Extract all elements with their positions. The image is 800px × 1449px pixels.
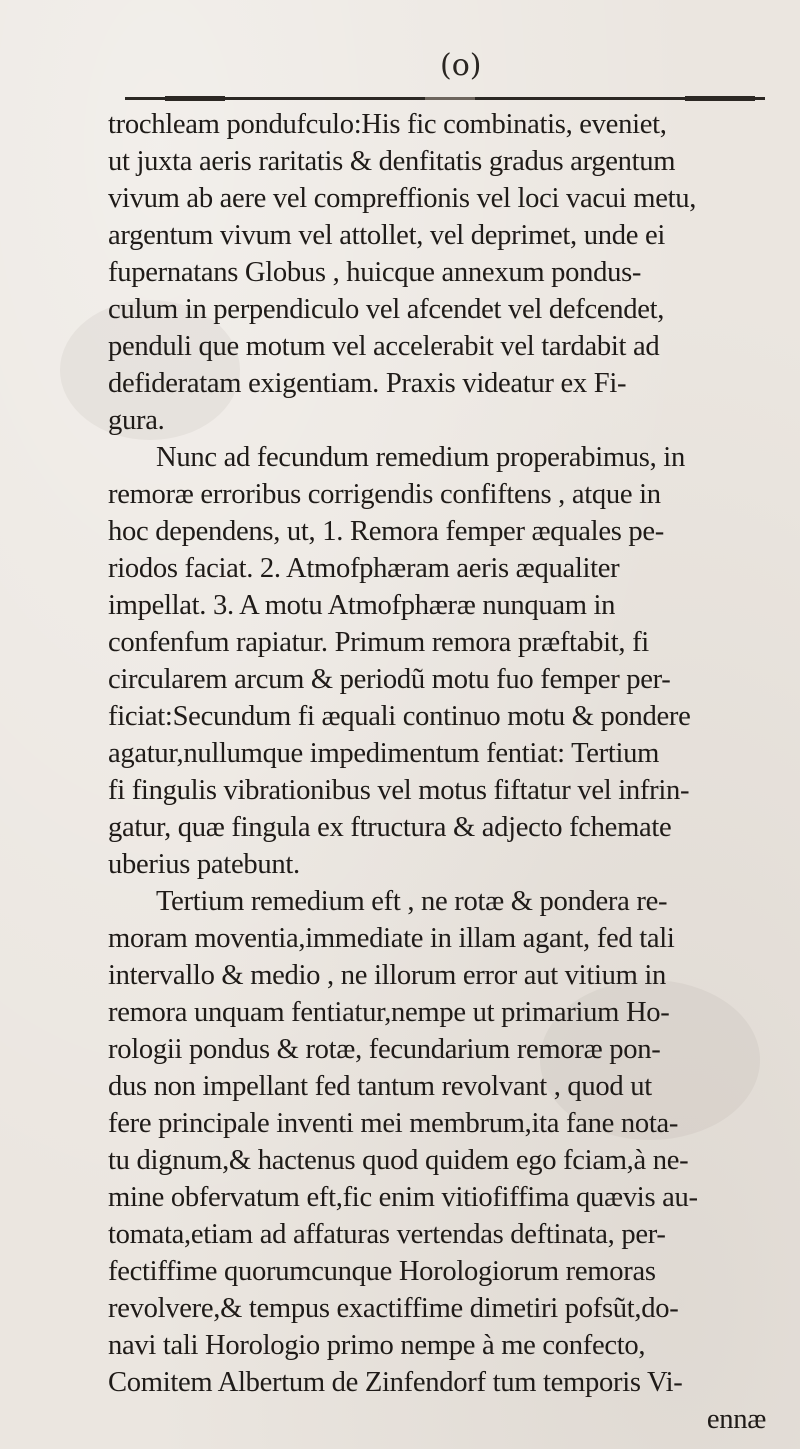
text-line: fectiffime quorumcunque Horologiorum remoras bbox=[108, 1256, 656, 1287]
text-line: circularem arcum & periodũ motu fuo femper per- bbox=[108, 664, 671, 695]
text-line: vivum ab aere vel compreffionis vel loci vacui metu, bbox=[108, 183, 697, 214]
text-line: trochleam pondufculo:His fic combinatis, eveniet, bbox=[108, 109, 667, 140]
text-line: tu dignum,& hactenus quod quidem ego fciam,à ne- bbox=[108, 1145, 689, 1176]
text-line: riodos faciat. 2. Atmofphæram aeris æqualiter bbox=[108, 553, 620, 584]
text-line: penduli que motum vel accelerabit vel tardabit ad bbox=[108, 331, 660, 362]
text-line: tomata,etiam ad affaturas vertendas deftinata, per- bbox=[108, 1219, 666, 1250]
text-line: moram moventia,immediate in illam agant, fed tali bbox=[108, 923, 675, 954]
text-line: fupernatans Globus , huicque annexum pondus- bbox=[108, 257, 642, 288]
text-line: revolvere,& tempus exactiffime dimetiri pofsũt,do- bbox=[108, 1293, 679, 1324]
text-line: ficiat:Secundum fi æquali continuo motu & pondere bbox=[108, 701, 691, 732]
text-line: rologii pondus & rotæ, fecundarium remoræ pon- bbox=[108, 1034, 661, 1065]
body-text bbox=[108, 106, 788, 1438]
text-line: culum in perpendiculo vel afcendet vel defcendet, bbox=[108, 294, 665, 325]
text-line: navi tali Horologio primo nempe à me confecto, bbox=[108, 1330, 646, 1361]
text-line: fere principale inventi mei membrum,ita fane nota- bbox=[108, 1108, 679, 1139]
text-line: impellat. 3. A motu Atmofphæræ nunquam in bbox=[108, 590, 616, 621]
text-line: confenfum rapiatur. Primum remora præftabit, fi bbox=[108, 627, 649, 658]
text-line: uberius patebunt. bbox=[108, 849, 300, 880]
header-rule bbox=[125, 96, 765, 101]
text-line: remoræ erroribus corrigendis confiftens , atque in bbox=[108, 479, 661, 510]
text-line: remora unquam fentiatur,nempe ut primarium Ho- bbox=[108, 997, 670, 1028]
text-line: Tertium remedium eft , ne rotæ & pondera re- bbox=[156, 886, 668, 917]
page-number: (o) bbox=[440, 48, 482, 83]
text-line: ut juxta aeris raritatis & denfitatis gradus argentum bbox=[108, 146, 676, 177]
text-line: intervallo & medio , ne illorum error aut vitium in bbox=[108, 960, 667, 991]
text-line: argentum vivum vel attollet, vel deprimet, unde ei bbox=[108, 220, 665, 251]
text-line: Nunc ad fecundum remedium properabimus, in bbox=[156, 442, 685, 473]
text-line: fi fingulis vibrationibus vel motus fiftatur vel infrin- bbox=[108, 775, 690, 806]
text-line: dus non impellant fed tantum revolvant , quod ut bbox=[108, 1071, 652, 1102]
text-line: Comitem Albertum de Zinfendorf tum temporis Vi- bbox=[108, 1367, 683, 1398]
text-line: agatur,nullumque impedimentum fentiat: Tertium bbox=[108, 738, 660, 769]
text-line: defideratam exigentiam. Praxis videatur ex Fi- bbox=[108, 368, 627, 399]
text-line: mine obfervatum eft,fic enim vitiofiffima quævis au- bbox=[108, 1182, 698, 1213]
catchword: ennæ bbox=[706, 1404, 766, 1435]
text-line: gatur, quæ fingula ex ftructura & adjecto fchemate bbox=[108, 812, 672, 843]
text-line: gura. bbox=[108, 405, 165, 436]
text-line: hoc dependens, ut, 1. Remora femper æquales pe- bbox=[108, 516, 665, 547]
